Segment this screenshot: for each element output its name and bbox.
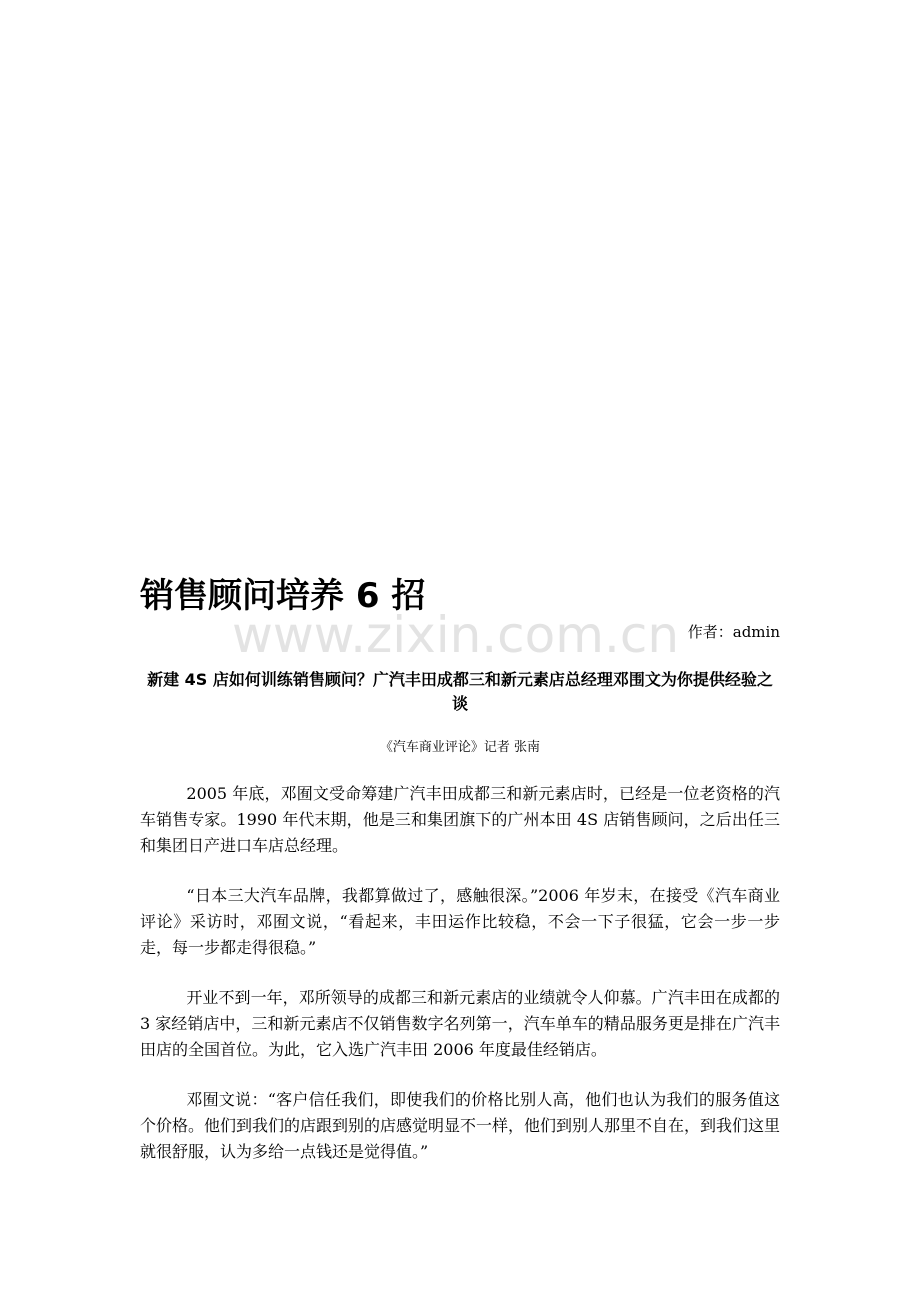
body-paragraph: 邓囿文说：“客户信任我们，即使我们的价格比别人高，他们也认为我们的服务值这个价格。他们到我们的店跟到别的店感觉明显不一样，他们到别人那里不自在，到我们这里就很舒服，认为多给一点钱还是觉得值。”	[140, 1090, 781, 1161]
article-body	[140, 781, 780, 1189]
body-paragraph: “日本三大汽车品牌，我都算做过了，感触很深。”2006 年岁末，在接受《汽车商业评论》采访时，邓囿文说，“看起来，丰田运作比较稳，不会一下子很猛，它会一步一步走，每一步都走得很稳。”	[140, 886, 780, 957]
watermark: www.zixin.com.cn	[232, 606, 680, 664]
body-paragraph: 开业不到一年，邓所领导的成都三和新元素店的业绩就令人仰慕。广汽丰田在成都的 3 家经销店中，三和新元素店不仅销售数字名列第一，汽车单车的精品服务更是排在广汽丰田店的全国首位。为此，它入选广汽丰田 2006 年度最佳经销店。	[140, 988, 780, 1059]
byline: 《汽车商业评论》记者 张南	[379, 740, 541, 755]
article-title: 销售顾问培养 6 招	[140, 576, 426, 616]
body-paragraph: 2005 年底，邓囿文受命筹建广汽丰田成都三和新元素店时，已经是一位老资格的汽车销售专家。1990 年代末期，他是三和集团旗下的广州本田 4S 店销售顾问，之后出任三和集团日产进口车店总经理。	[140, 784, 780, 855]
author-line: 作者：admin	[687, 623, 780, 641]
article-subtitle: 新建 4S 店如何训练销售顾问？广汽丰田成都三和新元素店总经理邓围文为你提供经验之谈	[147, 670, 773, 713]
